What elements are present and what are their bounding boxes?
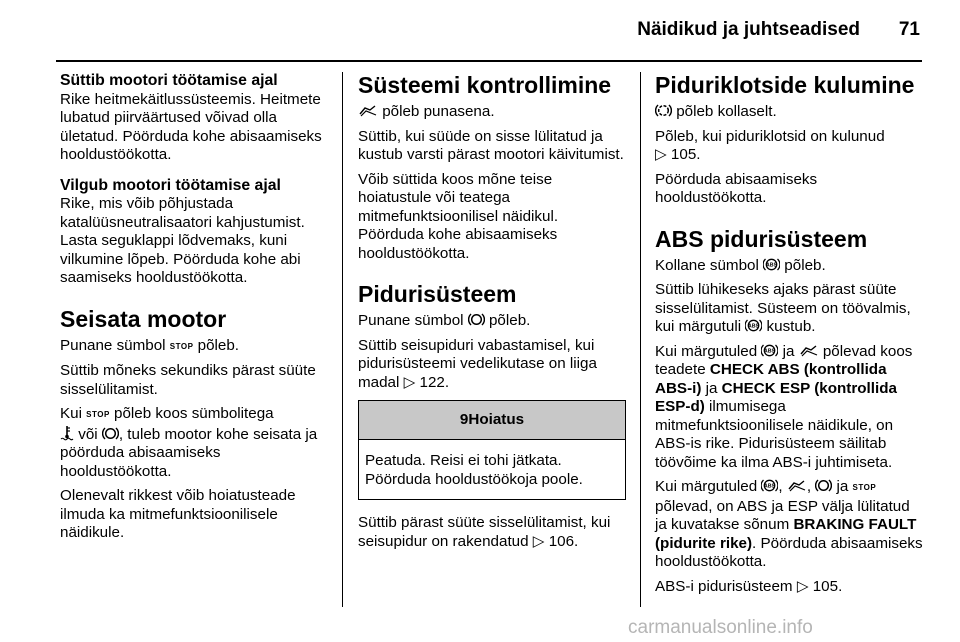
section-heading: Süttib mootori töötamise ajal	[60, 72, 278, 89]
page-reference-icon: ▷	[403, 373, 416, 391]
page-reference-icon: ▷	[532, 532, 545, 550]
stop-icon: STOP	[169, 341, 194, 351]
paragraph: Süttib pärast süüte sisselülitamist, kui seisupidur on rakendatud ▷ 106.	[358, 514, 611, 550]
section-heading: Piduriklotside kulumine	[655, 72, 915, 98]
section-heading: Vilgub mootori töötamise ajal	[60, 176, 281, 194]
paragraph: Süttib seisupiduri vabastamisel, kui pidurisüsteemi vedelikutase on liiga madal ▷ 122.	[358, 336, 597, 391]
paragraph: põleb kollaselt.	[655, 103, 925, 122]
abs-icon	[761, 343, 778, 358]
paragraph: Kui märgutuled ABS , , ja STOP põlevad, on ABS ja ESP välja lülitatud ja kuvatakse sõnum BRAKING FAULT (pidurite rike). Pöörduda abisaamiseks hooldustöökotta.	[655, 478, 923, 570]
svg-text:ABS: ABS	[764, 483, 776, 490]
warning-text: Peatuda. Reisi ei tohi jätkata. Pöörduda hooldustöökoja poole.	[365, 452, 583, 488]
brake-system-icon	[815, 478, 832, 493]
abs-icon	[761, 478, 778, 493]
paragraph: Kollane sümbol ABS põleb.	[655, 256, 826, 274]
warning-box	[358, 400, 626, 500]
stop-icon: STOP	[86, 410, 110, 419]
paragraph: põleb punasena.	[358, 103, 626, 122]
stop-icon: STOP	[852, 483, 877, 492]
brake-system-icon	[468, 312, 485, 327]
column-divider	[640, 72, 641, 607]
column-2	[358, 72, 626, 557]
paragraph: Süttib lühikeseks ajaks pärast süüte sisselülitamist. Süsteem on töövalmis, kui märgutuli ABS kustub.	[655, 281, 911, 335]
paragraph: Võib süttida koos mõne teise hoiatustule või teatega mitmefunktsioonilisel näidikul. Pöörduda kohe abisaamiseks hooldustöökotta.	[358, 170, 559, 262]
paragraph: Pöörduda abisaamiseks hooldustöökotta.	[655, 170, 818, 206]
paragraph: ABS-i pidurisüsteem ▷ 105.	[655, 577, 843, 595]
page-number: 71	[898, 19, 920, 40]
system-check-icon	[358, 104, 378, 118]
header-divider	[56, 60, 922, 62]
paragraph: Olenevalt rikkest võib hoiatusteade ilmuda ka mitmefunktsioonilisele näidikule.	[60, 487, 296, 541]
paragraph: Kui märgutuled ABS ja põlevad koos teadete CHECK ABS (kontrollida ABS-i) ja CHECK ESP (kontrollida ESP-d) ilmumisega mitmefunktsioonilisele näidikule, on ABS-is rike. Pidurisüsteem säilitab töövõime ka ilma ABS-i juhtimiseta.	[655, 342, 913, 471]
section-heading: ABS pidurisüsteem	[655, 225, 868, 252]
section-heading: Seisata mootor	[60, 305, 227, 332]
coolant-temperature-icon	[60, 425, 74, 441]
svg-text:ABS: ABS	[766, 262, 778, 269]
paragraph: Punane sümbol põleb.	[358, 312, 531, 329]
paragraph: Süttib mõneks sekundiks pärast süüte sisselülitamist.	[60, 362, 316, 398]
abs-icon	[745, 318, 762, 333]
system-check-icon	[787, 479, 807, 493]
warning-header: 9Hoiatus	[359, 401, 625, 440]
paragraph: Punane sümbol STOP põleb.	[60, 336, 240, 354]
svg-text:ABS: ABS	[764, 348, 776, 355]
column-1	[60, 72, 328, 549]
paragraph: Põleb, kui piduriklotsid on kulunud ▷ 105.	[655, 127, 885, 163]
paragraph: Rike, mis võib põhjustada katalüüsneutralisaatori kahjustumist. Lasta seguklappi lõdvemaks, kuni vilkumine lõpeb. Pöörduda kohe abi saamiseks hooldustöökotta.	[60, 195, 305, 286]
svg-text:ABS: ABS	[748, 323, 760, 330]
paragraph: Kui STOP põleb koos sümbolitega või , tuleb mootor kohe seisata ja pöörduda abisaamiseks hooldustöökotta.	[60, 405, 318, 480]
page-reference-icon: ▷	[796, 577, 809, 595]
warning-triangle-icon: 9	[459, 411, 469, 428]
section-heading: Pidurisüsteem	[358, 281, 517, 307]
page-title: Näidikud ja juhtseadised	[637, 19, 860, 40]
system-check-icon	[799, 344, 819, 358]
page-reference-icon: ▷	[655, 146, 667, 163]
paragraph: Süttib, kui süüde on sisse lülitatud ja kustub varsti pärast mootori käivitumist.	[358, 127, 624, 163]
column-divider	[342, 72, 343, 607]
brake-system-icon	[102, 426, 119, 441]
abs-icon	[763, 257, 780, 272]
watermark: carmanualsonline.info	[628, 617, 813, 638]
brake-pad-wear-icon	[655, 103, 672, 118]
section-heading: Süsteemi kontrollimine	[358, 72, 612, 98]
paragraph: Rike heitmekäitlussüsteemis. Heitmete lubatud piirväärtused võivad olla ületatud. Pöörduda kohe abisaamiseks hooldustöökotta.	[60, 90, 322, 163]
column-3	[655, 72, 925, 602]
